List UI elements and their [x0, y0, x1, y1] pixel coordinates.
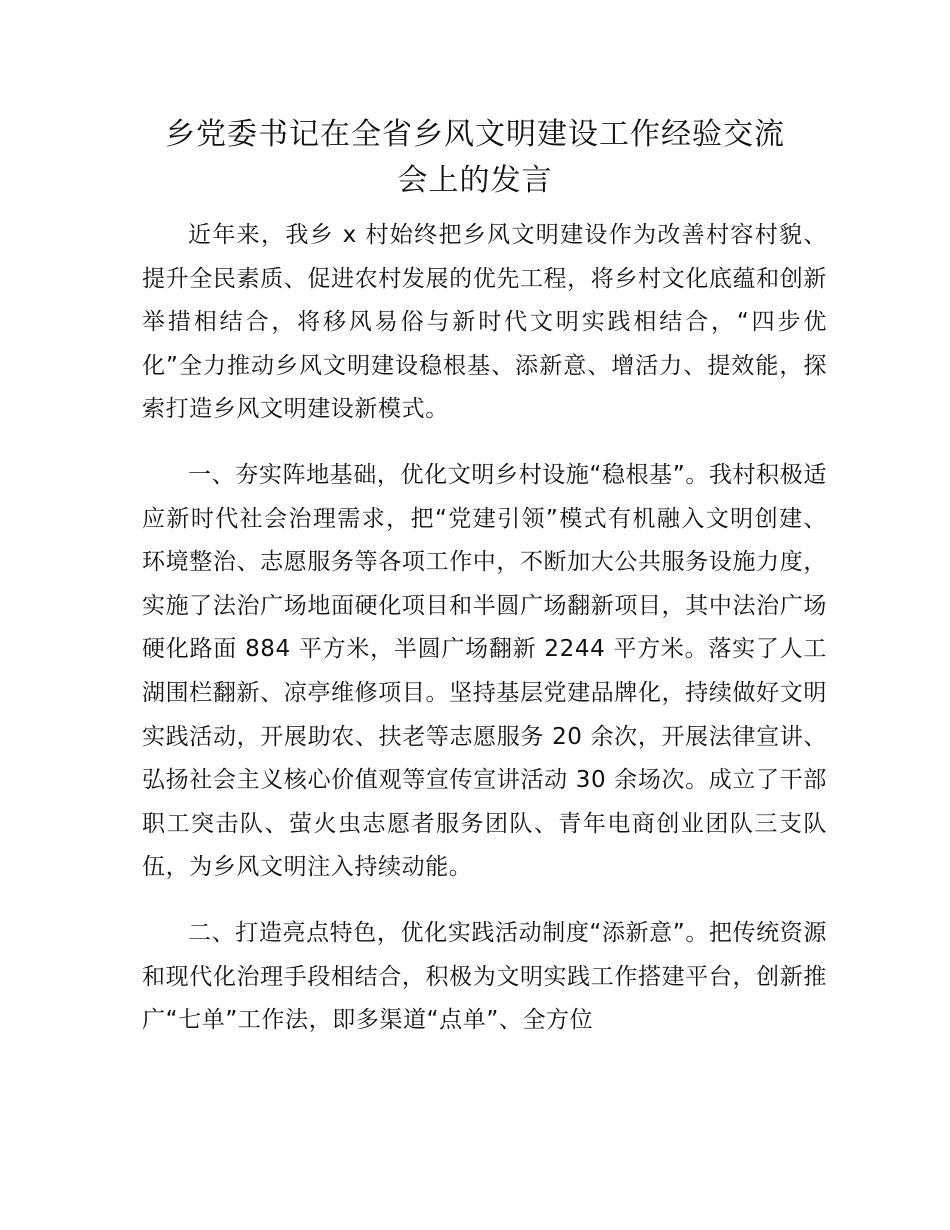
document-title	[130, 112, 820, 204]
paragraph-intro: 近年来，我乡 x 村始终把乡风文明建设作为改善村容村貌、提升全民素质、促进农村发展的优先工程，将乡村文化底蕴和创新举措相结合，将移风易俗与新时代文明实践相结合，“四步优化”全力推动乡风文明建设稳根基、添新意、增活力、提效能，探索打造乡风文明建设新模式。	[142, 222, 827, 423]
document-body	[142, 214, 827, 1065]
paragraph-section-1: 一、夯实阵地基础，优化文明乡村设施“稳根基”。我村积极适应新时代社会治理需求，把“党建引领”模式有机融入文明创建、环境整治、志愿服务等各项工作中，不断加大公共服务设施力度，实施了法治广场地面硬化项目和半圆广场翻新项目，其中法治广场硬化路面 884 平方米，半圆广场翻新 2244 平方米。落实了人工湖围栏翻新、凉亭维修项目。坚持基层党建品牌化，持续做好文明实践活动，开展助农、扶老等志愿服务 20 余次，开展法律宣讲、弘扬社会主义核心价值观等宣传宣讲活动 30 余场次。成立了干部职工突击队、萤火虫志愿者服务团队、青年电商创业团队三支队伍，为乡风文明注入持续动能。	[142, 461, 827, 881]
title-line-1: 乡党委书记在全省乡风文明建设工作经验交流	[165, 117, 785, 152]
title-line-2: 会上的发言	[397, 163, 553, 198]
paragraph-section-2: 二、打造亮点特色，优化实践活动制度“添新意”。把传统资源和现代化治理手段相结合，积极为文明实践工作搭建平台，创新推广“七单”工作法，即多渠道“点单”、全方位	[142, 919, 827, 1034]
